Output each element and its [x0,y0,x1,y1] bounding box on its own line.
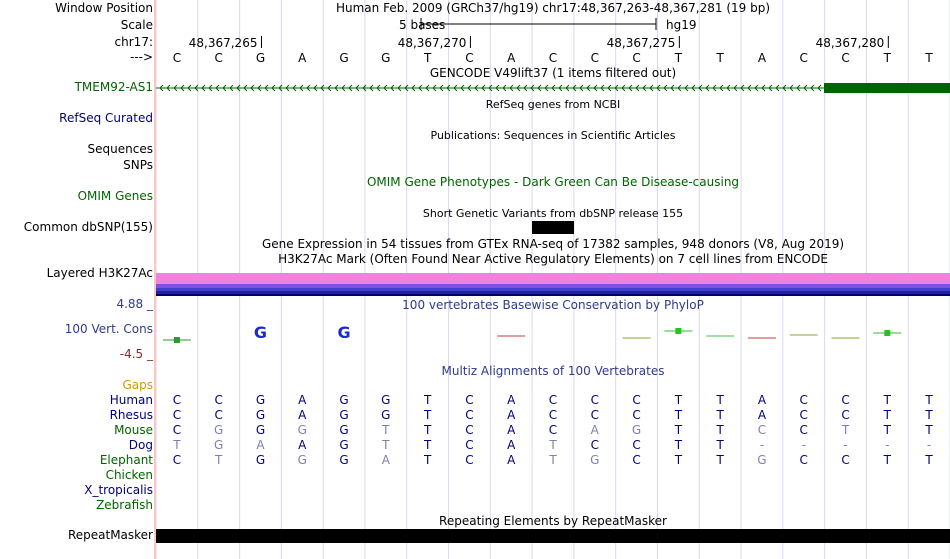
alignment-base-dog: C [632,438,641,452]
scale-label: Scale [120,18,153,32]
alignment-base-dog: - [885,438,890,452]
h3k27ac-signal [156,273,950,296]
species-label-zebrafish[interactable]: Zebrafish [96,498,153,512]
position-label: 48,367,275 [606,36,676,50]
assembly-db: hg19 [666,18,697,32]
alignment-base-human: T [423,393,432,407]
alignment-base-rhesus: A [298,408,307,422]
alignment-base-elephant: C [841,453,850,467]
alignment-base-dog: - [801,438,806,452]
reference-base: T [883,51,891,65]
alignment-base-dog: - [759,438,765,452]
reference-base: C [841,51,850,65]
reference-base: C [465,51,474,65]
alignment-base-dog: T [173,438,181,452]
conservation-min-label: -4.5 _ [119,347,153,361]
alignment-base-dog: A [298,438,307,452]
alignment-base-rhesus: T [674,408,683,422]
alignment-base-rhesus: G [339,408,349,422]
alignment-base-elephant: T [674,453,683,467]
position-label: 48,367,280 [815,36,885,50]
alignment-base-human: T [925,393,933,407]
alignment-base-elephant: A [381,453,390,467]
conservation-max-label: 4.88 _ [116,297,153,311]
species-label-x-tropicalis[interactable]: X_tropicalis [84,483,153,497]
omim-track-title: OMIM Gene Phenotypes - Dark Green Can Be Disease-causing [366,175,740,189]
repeatmasker-bar [156,529,950,543]
alignment-base-mouse: T [382,423,390,437]
alignment-base-human: C [632,393,641,407]
reference-base: T [716,51,724,65]
alignment-base-mouse: C [757,423,767,437]
alignment-base-dog: C [465,438,474,452]
alignment-base-human: A [298,393,307,407]
alignment-base-dog: T [549,438,557,452]
h3k27ac-layer [156,288,950,291]
reference-base: C [632,51,641,65]
h3k27ac-layer [156,284,950,288]
dbsnp-variant [532,221,574,234]
reference-base: C [214,51,223,65]
reference-base: A [757,51,767,65]
reference-base: G [339,51,349,65]
alignment-base-elephant: G [757,453,767,467]
alignment-base-human: C [799,393,808,407]
alignment-base-elephant: T [549,453,557,467]
publications-track-title: Publications: Sequences in Scientific Articles [430,129,676,142]
alignment-base-mouse: G [297,423,307,437]
conservation-dot [884,330,890,336]
alignment-base-elephant: C [799,453,808,467]
species-label-human[interactable]: Human [109,393,153,407]
gencode-gene-track [156,83,950,93]
alignment-base-mouse: T [841,423,850,437]
alignment-base-dog: T [716,438,724,452]
alignment-base-human: G [255,393,266,407]
conservation-signal [163,323,934,467]
alignment-base-dog: G [214,438,224,452]
chrom-label: chr17: [114,35,153,49]
scale-text: 5 bases [399,18,446,32]
alignment-base-rhesus: A [507,408,516,422]
alignment-base-rhesus: C [214,408,223,422]
reference-base: T [674,51,683,65]
alignment-base-human: C [590,393,599,407]
alignment-base-elephant: G [339,453,349,467]
alignment-base-human: C [841,393,850,407]
track-label-conservation[interactable]: 100 Vert. Cons [64,322,153,336]
alignment-base-mouse: G [339,423,349,437]
conservation-dot [675,328,681,334]
track-label-omim[interactable]: OMIM Genes [77,189,153,203]
alignment-base-elephant: G [590,453,600,467]
alignment-base-rhesus: C [465,408,474,422]
species-label-rhesus[interactable]: Rhesus [109,408,153,422]
track-label-sequences[interactable]: Sequences [87,142,153,156]
alignment-base-mouse: C [799,423,808,437]
alignment-base-mouse: C [548,423,558,437]
alignment-base-rhesus: C [632,408,641,422]
alignment-base-rhesus: G [381,408,391,422]
alignment-base-elephant: T [215,453,223,467]
alignment-base-mouse: T [883,423,891,437]
alignment-base-mouse: C [465,423,474,437]
alignment-base-elephant: T [925,453,933,467]
alignment-base-mouse: T [925,423,933,437]
conservation-track-title: 100 vertebrates Basewise Conservation by PhyloP [402,298,704,312]
alignment-base-rhesus: G [255,408,266,422]
alignment-base-mouse: G [214,423,224,437]
alignment-base-rhesus: T [883,408,891,422]
gtex-track-title: Gene Expression in 54 tissues from GTEx RNA-seq of 17382 samples, 948 donors (V8, Aug 2019) [261,237,845,251]
alignment-base-elephant: C [172,453,182,467]
gencode-track-title: GENCODE V49lift37 (1 items filtered out) [429,66,677,80]
species-label-elephant[interactable]: Elephant [99,453,153,467]
alignment-base-elephant: C [465,453,474,467]
alignment-base-dog: A [256,438,265,452]
track-label-snps[interactable]: SNPs [123,158,153,172]
track-label-refseq[interactable]: RefSeq Curated [59,111,153,125]
alignment-base-dog: G [339,438,349,452]
track-label-repeatmasker[interactable]: RepeatMasker [67,528,153,542]
strand-arrow-label: ---> [129,50,153,64]
reference-base: A [298,51,307,65]
alignment-base-mouse: A [590,423,599,437]
alignment-base-rhesus: A [757,408,767,422]
species-label-chicken[interactable]: Chicken [105,468,153,482]
alignment-base-mouse: C [172,423,182,437]
alignment-base-rhesus: C [548,408,558,422]
alignment-base-rhesus: C [590,408,599,422]
alignment-base-dog: C [590,438,599,452]
reference-base: T [423,51,432,65]
alignment-base-human: G [381,393,391,407]
reference-base: G [255,51,266,65]
track-label-dbsnp[interactable]: Common dbSNP(155) [23,220,153,234]
alignment-base-rhesus: T [925,408,933,422]
alignment-base-mouse: G [631,423,642,437]
alignment-base-mouse: T [423,423,432,437]
position-label: 48,367,265 [188,36,258,50]
h3k27ac-layer [156,291,950,294]
alignment-base-mouse: T [716,423,724,437]
dbsnp-track-title: Short Genetic Variants from dbSNP release 155 [422,207,684,220]
track-label-h3k27ac[interactable]: Layered H3K27Ac [46,266,153,280]
position-ruler [173,18,934,65]
h3k27ac-layer [156,273,950,284]
alignment-base-elephant: T [883,453,891,467]
alignment-base-human: C [548,393,558,407]
alignment-base-dog: T [423,438,432,452]
conservation-letter: G [253,323,268,342]
gene-label-tmem92-as1[interactable]: TMEM92-AS1 [74,80,153,94]
reference-base: C [590,51,599,65]
reference-base: T [925,51,933,65]
alignment-base-human: C [465,393,474,407]
assembly-title: Human Feb. 2009 (GRCh37/hg19) chr17:48,367,263-48,367,281 (19 bp) [335,1,770,15]
reference-base: C [548,51,558,65]
alignment-base-dog: A [507,438,516,452]
alignment-base-human: C [172,393,182,407]
alignment-base-human: A [757,393,767,407]
multiz-track-title: Multiz Alignments of 100 Vertebrates [441,364,665,378]
alignment-base-rhesus: T [716,408,724,422]
alignment-base-elephant: C [632,453,641,467]
alignment-base-dog: - [843,438,848,452]
species-label-mouse[interactable]: Mouse [114,423,153,437]
conservation-dot [174,337,180,343]
alignment-base-human: A [507,393,516,407]
alignment-base-human: T [674,393,683,407]
alignment-base-elephant: A [507,453,516,467]
alignment-base-dog: - [926,438,932,452]
reference-base: A [507,51,516,65]
alignment-base-elephant: G [297,453,307,467]
reference-base: G [381,51,391,65]
alignment-base-elephant: T [423,453,432,467]
dbsnp-track [532,221,574,234]
alignment-base-rhesus: T [423,408,432,422]
species-label-dog[interactable]: Dog [128,438,153,452]
alignment-base-rhesus: C [841,408,850,422]
alignment-base-human: G [339,393,349,407]
alignment-base-rhesus: C [799,408,808,422]
alignment-base-elephant: T [716,453,724,467]
refseq-track-title: RefSeq genes from NCBI [485,98,621,111]
h3k27ac-layer [156,294,950,296]
alignment-base-mouse: G [255,423,266,437]
track-image-area[interactable] [156,0,950,559]
alignment-base-mouse: A [507,423,516,437]
position-label: 48,367,270 [397,36,467,50]
alignment-base-human: T [883,393,891,407]
repeatmasker-track-title: Repeating Elements by RepeatMasker [439,514,667,528]
repeat-element [156,529,950,543]
alignment-base-elephant: G [255,453,266,467]
h3k27ac-track-title: H3K27Ac Mark (Often Found Near Active Regulatory Elements) on 7 cell lines from ENCODE [278,252,828,266]
gene-exon-block [824,83,950,93]
conservation-letter: G [337,323,351,342]
alignment-base-dog: T [382,438,390,452]
alignment-base-rhesus: C [172,408,182,422]
track-label-gaps[interactable]: Gaps [122,378,153,392]
reference-base: C [172,51,182,65]
reference-base: C [799,51,808,65]
alignment-base-human: C [214,393,223,407]
alignment-base-human: T [716,393,724,407]
window-position-label: Window Position [55,1,153,15]
alignment-base-dog: T [674,438,683,452]
track-graphics [156,0,950,559]
alignment-base-mouse: T [674,423,683,437]
